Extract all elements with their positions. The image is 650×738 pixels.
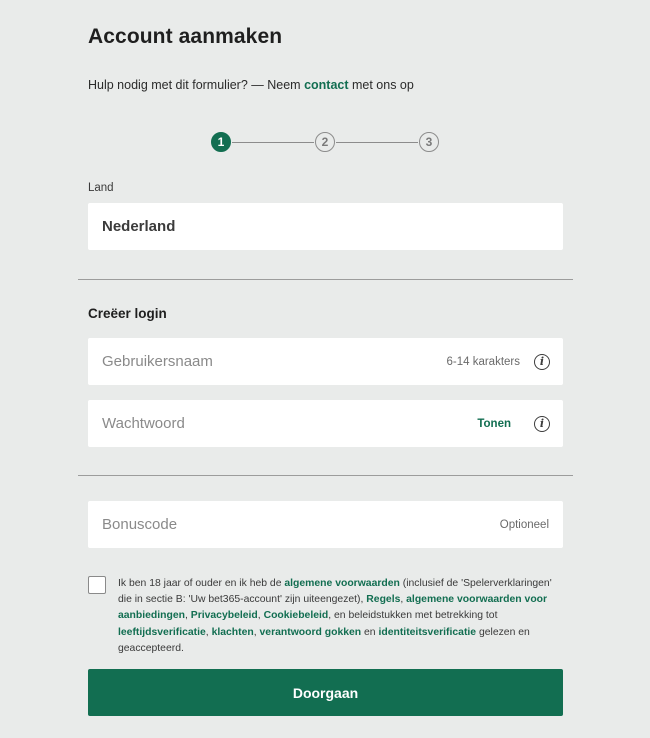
info-icon[interactable]: i bbox=[534, 416, 550, 432]
terms-text-segment: , en beleidstukken met betrekking tot bbox=[328, 610, 498, 622]
info-icon[interactable]: i bbox=[534, 354, 550, 370]
rules-link[interactable]: Regels bbox=[366, 594, 401, 606]
step-1-indicator: 1 bbox=[211, 132, 231, 152]
section-divider-2 bbox=[78, 475, 573, 476]
terms-text bbox=[118, 576, 558, 657]
password-input[interactable] bbox=[88, 400, 563, 447]
step-connector-1 bbox=[232, 142, 314, 143]
password-placeholder: Wachtwoord bbox=[102, 415, 185, 432]
country-value: Nederland bbox=[102, 218, 176, 235]
help-suffix: met ons op bbox=[348, 78, 414, 92]
progress-stepper bbox=[210, 132, 440, 156]
terms-text-segment: Ik ben 18 jaar of ouder en ik heb de bbox=[118, 578, 285, 589]
step-2-indicator: 2 bbox=[315, 132, 335, 152]
help-prefix: Hulp nodig met dit formulier? — Neem bbox=[88, 78, 305, 92]
age-verification-link[interactable]: leeftijdsverificatie bbox=[118, 626, 206, 638]
step-connector-2 bbox=[336, 142, 418, 143]
login-section-title: Creëer login bbox=[88, 306, 167, 321]
username-placeholder: Gebruikersnaam bbox=[102, 353, 213, 370]
terms-text-segment: , bbox=[184, 610, 191, 622]
username-input[interactable] bbox=[88, 338, 563, 385]
username-hint: 6-14 karakters bbox=[446, 355, 520, 368]
continue-button[interactable]: Doorgaan bbox=[88, 669, 563, 716]
bonus-code-placeholder: Bonuscode bbox=[102, 516, 178, 533]
terms-text-segment: , bbox=[253, 626, 260, 638]
section-divider-1 bbox=[78, 279, 573, 280]
country-label: Land bbox=[88, 182, 114, 194]
show-password-button[interactable]: Tonen bbox=[477, 417, 511, 430]
terms-text-segment: , bbox=[257, 610, 264, 622]
page-title: Account aanmaken bbox=[88, 25, 283, 48]
step-3-indicator: 3 bbox=[419, 132, 439, 152]
terms-checkbox[interactable] bbox=[88, 576, 106, 594]
cookie-policy-link[interactable]: Cookiebeleid bbox=[263, 610, 329, 622]
bonus-code-input[interactable] bbox=[88, 501, 563, 548]
complaints-link[interactable]: klachten bbox=[211, 626, 254, 638]
offer-terms-link[interactable]: algemene voorwaarden voor aanbiedingen bbox=[118, 594, 548, 622]
bonus-optional-hint: Optioneel bbox=[499, 518, 549, 531]
terms-text-segment: gelezen en geaccepteerd. bbox=[118, 626, 530, 654]
country-select[interactable] bbox=[88, 203, 563, 250]
terms-text-segment: , bbox=[400, 594, 407, 606]
terms-text-segment: , bbox=[205, 626, 212, 638]
terms-text-segment: en bbox=[361, 626, 379, 638]
responsible-gambling-link[interactable]: verantwoord gokken bbox=[259, 626, 362, 638]
terms-text-segment: (inclusief de 'Spelerverklaringen' die in sectie B: 'Uw bet365-account' zijn uiteengezet), bbox=[118, 578, 552, 606]
help-text bbox=[88, 78, 414, 92]
general-terms-link[interactable]: algemene voorwaarden bbox=[284, 578, 400, 589]
contact-link[interactable]: contact bbox=[304, 78, 349, 92]
privacy-policy-link[interactable]: Privacybeleid bbox=[190, 610, 258, 622]
identity-verification-link[interactable]: identiteitsverificatie bbox=[378, 626, 477, 638]
